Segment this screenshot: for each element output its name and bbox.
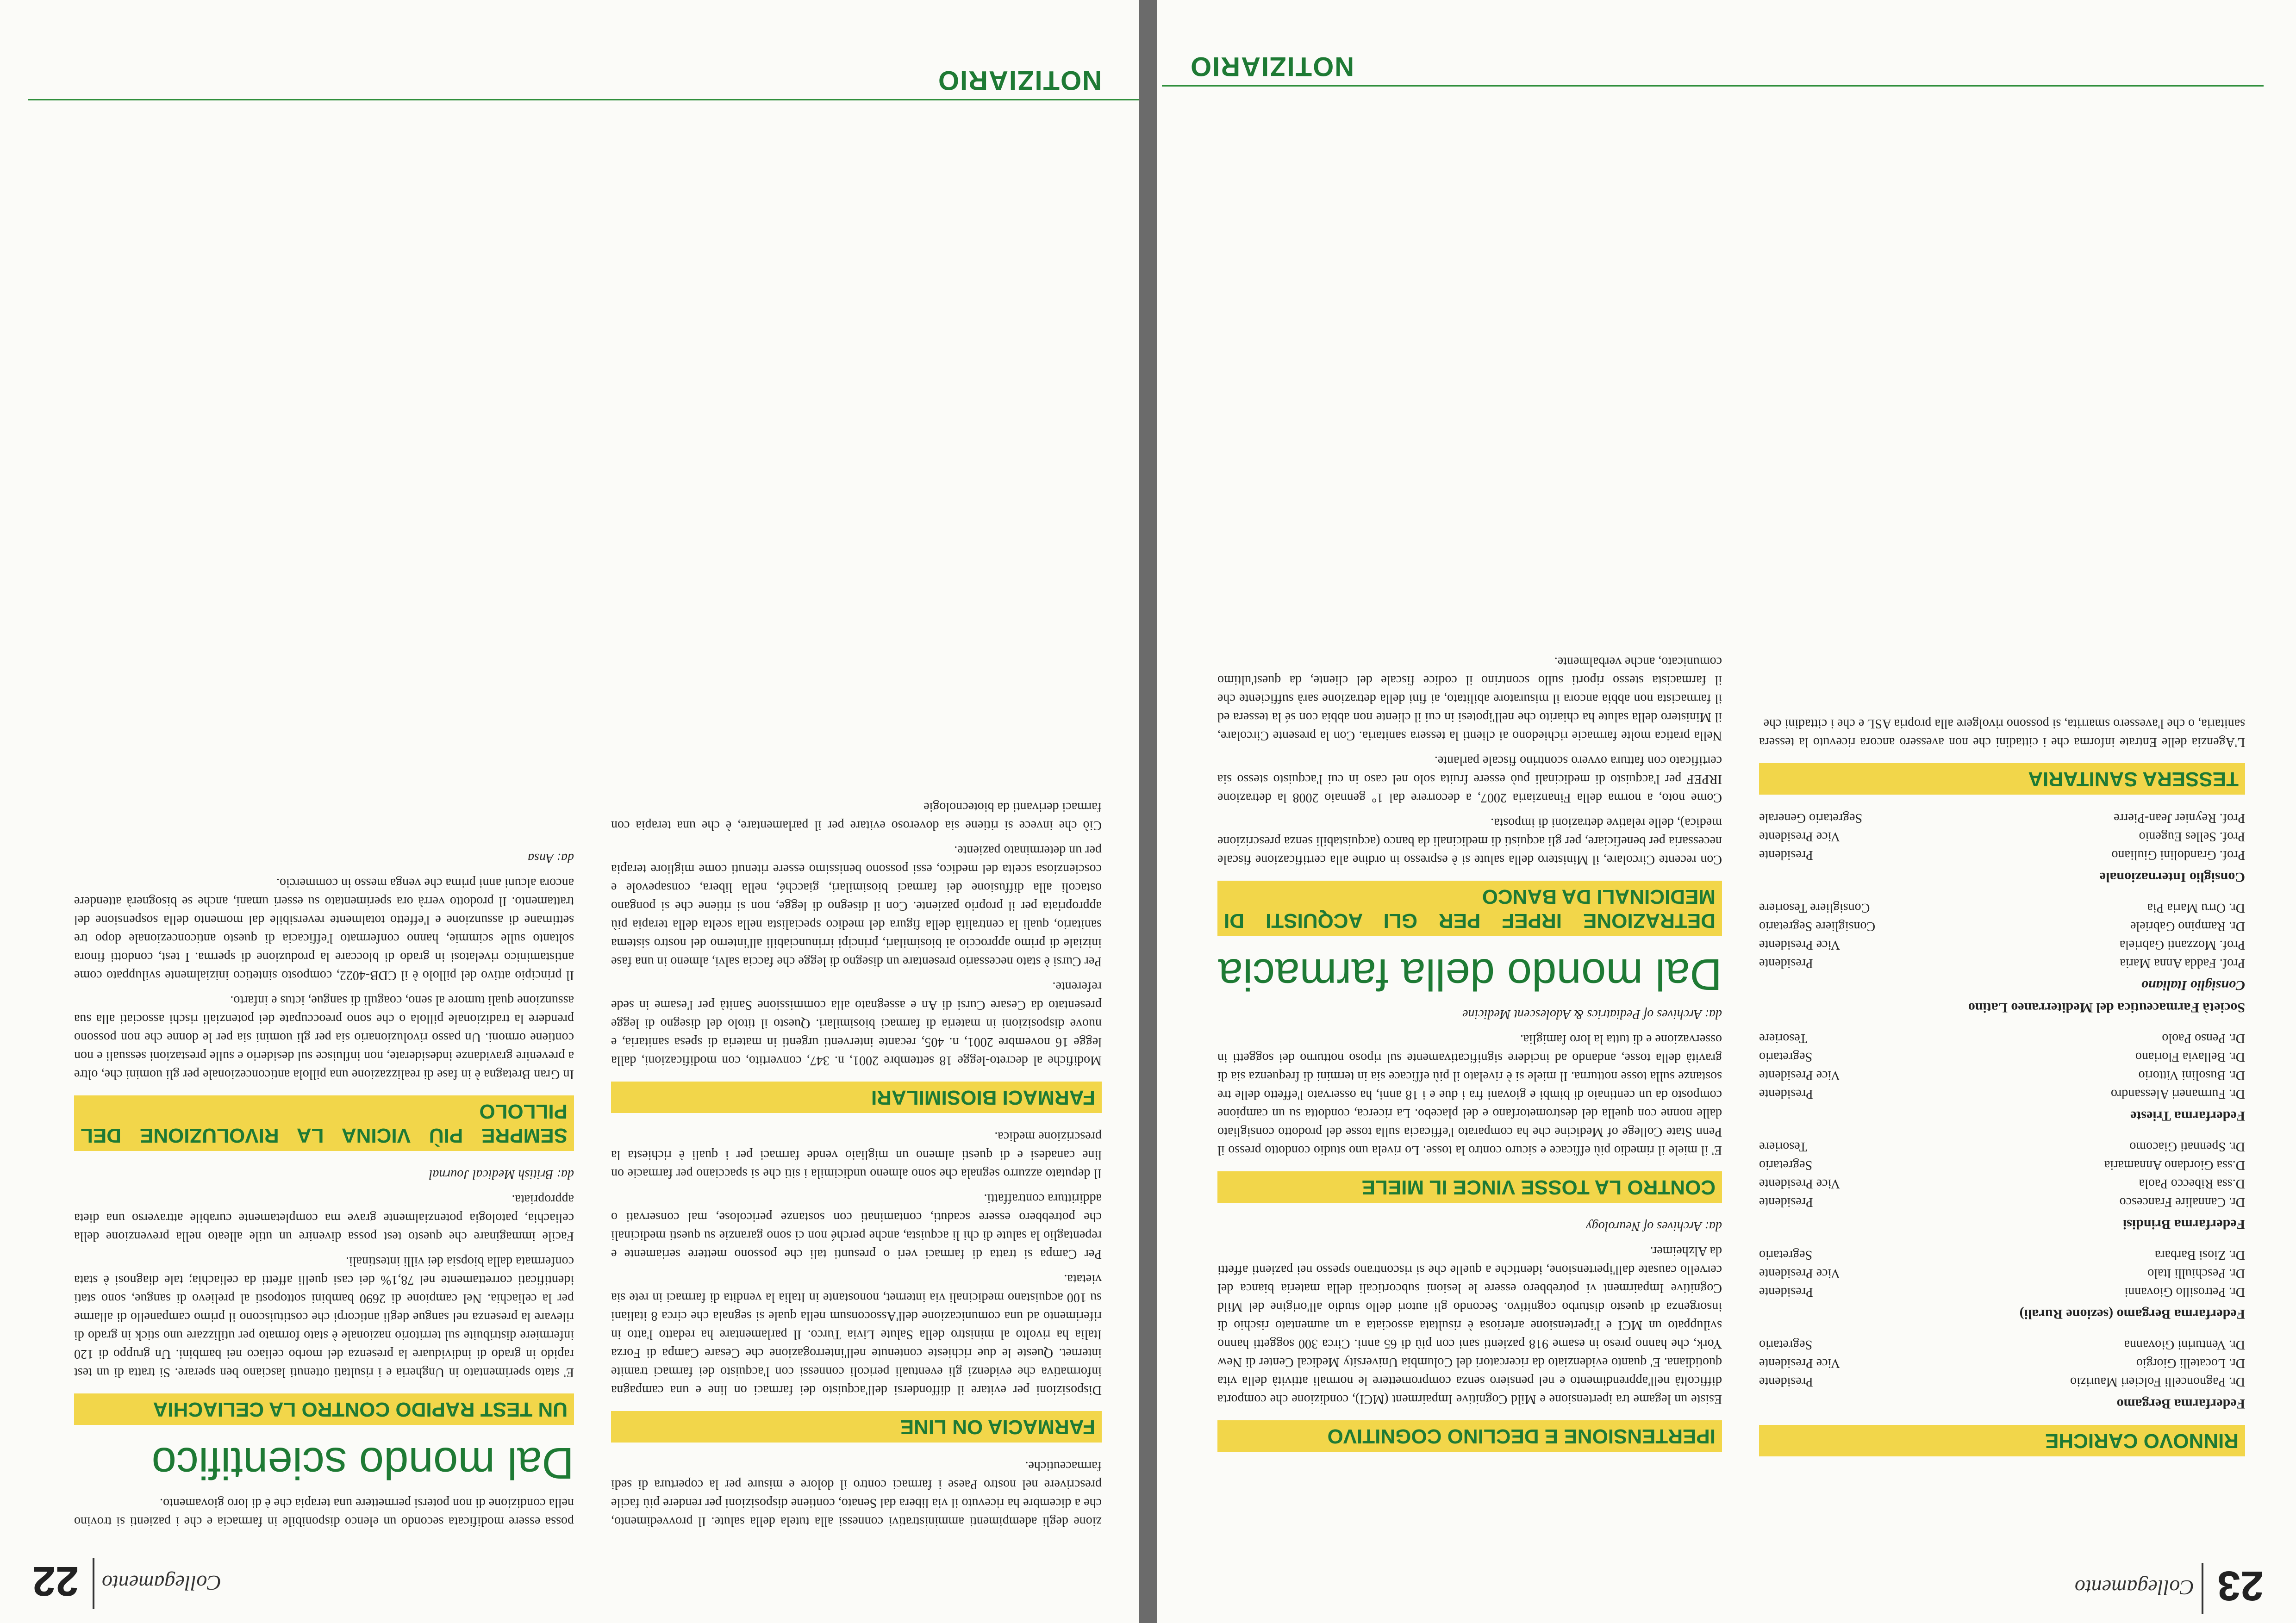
board-role: Vice Presidente [1759,829,1840,844]
page-22 [0,0,1139,1623]
board-name: Prof. Selles Eugenio [2139,829,2245,844]
board-name: Dr. Venturini Giovanna [2124,1337,2245,1352]
article-banner: DETRAZIONE IRPEF PER GLI ACQUISTI DI MEDICINALI DA BANCO [1217,881,1722,936]
board-group [1759,808,2245,886]
article-paragraph: In Gran Bretagna è in fase di realizzazione una pillola anticoncezionale per gli uomini che, oltre a prevenire gravidanze indesiderate, non influisce sul desiderio e sulle prestazioni sessuali e non contiene ormoni. Un passo rivoluzionario sia per gli uomini sia per le donne che non possono prendere la tradizionale pillola o che sono preoccupate dei potenziali rischi associati alla sua assunzione quali tumore al seno, coaguli di sangue, ictus e infarto. [74,993,574,1082]
board-role: Vice Presidente [1759,1068,1840,1082]
board-name: Prof. Fadda Anna Maria [2120,956,2245,970]
article-paragraph: Per Campa si tratta di farmaci veri o presunti tali che possono mettere seriamente e repentaglio la salute di chi li acquista, anche perché non ci sono garanzie su questi medicinali che potrebbero essere scaduti, contaminati con sostanze pericolose, mal conservati o addirittura contraffatti. [611,1191,1102,1261]
board-name: Dr. Bellavia Floriano [2135,1050,2245,1064]
board-name: Dr. Busolini Vittorio [2138,1068,2245,1082]
board-group [1759,898,2245,1017]
footer-rule [1162,85,2264,87]
article-paragraph: Il deputato azzurro segnala che sono almeno undicimila i siti che si spacciano per farmacie on line canadesi e di questi almeno un migliaio vende farmaci per i quali è richiesta la prescrizione medica. [611,1129,1102,1181]
board-row [1759,1335,2245,1354]
board-row [1759,917,2245,935]
board-row [1759,1282,2245,1301]
board-row [1759,1245,2245,1264]
board-role: Tesoriere [1759,1139,1807,1154]
page-23 [1157,0,2296,1623]
board-name: Dr. Rampino Gabriele [2130,919,2245,933]
article-paragraph: E' il miele il rimedio più efficace e sicuro contro la tosse. Lo rivela uno studio condotto presso il Penn State College of Medicine che ha comparato l'efficacia sulla tosse del prodotto consigliato dalle nonne con quella del destrometorfano e del placebo. La ricerca, condotta su un campione composto da un centinaio di bimbi e giovani fra i due e i 18 anni, ha osservato l'effetto delle tre sostanze sulla tosse notturna. Il miele si è rivelato il più efficace sia in termini di frequenza sia di gravità della tosse, andando ad incidere significativamente sul riposo notturno dei soggetti in osservazione e di tutta la loro famiglia. [1217,1032,1722,1157]
page-number: 22 [32,1558,79,1604]
running-head: NOTIZIARIO [937,65,1102,95]
board-title: Federfarma Bergamo (sezione Rurali) [2019,1306,2245,1322]
article-source: da: Archives of Pediatrics & Adolescent Medicine [1462,1007,1722,1021]
board-row [1759,808,2245,827]
board-name: Dr. Ziosi Barbara [2154,1248,2245,1262]
board-role: Consigliere Tesoriere [1759,901,1870,915]
board-role: Presidente [1759,956,1813,970]
board-name: Dr. Locatelli Giorgio [2136,1356,2245,1370]
board-role: Presidente [1759,1374,1813,1389]
article [1217,652,1722,998]
article-source: da: Archives of Neurology [1586,1219,1722,1233]
board-role: Vice Presidente [1759,1266,1840,1281]
board-role: Vice Presidente [1759,1356,1840,1370]
board-role: Presidente [1759,848,1813,862]
article [611,1127,1102,1443]
board-title: Federfarma Brindisi [2122,1217,2245,1232]
article-paragraph: Per Cursi è stato necessario presentare un disegno di legge che faccia salvi, almeno in una fase iniziale di primo approccio ai biosimilari, principi irrinunciabili all'interno del nostro sistema sanitario, quali la centralità della figura del medico specialista nella scelta della terapia più appropriata per il proprio paziente. Con il disegno di legge, non si ritiene che si pongano ostacoli alla diffusione dei farmaci biosimilari, giacché, nella libera, consapevole e coscienziosa scelta del medico, essi possono benissimo essere ritenuti come migliore terapia per un determinato paziente. [611,843,1102,969]
article-paragraph: Facile immaginare che questo test possa divenire un utile alleato nella prevenzione della celiachia, patologia potenzialmente grave ma completamente curabile attraverso una dieta appropriata. [74,1192,574,1244]
board-name: Prof. Grandolini Giuliano [2111,848,2245,862]
article-paragraph: Modifiche al decreto-legge 18 settembre 2001, n. 347, convertito, con modificazioni, dalla legge 16 novembre 2001, n. 405, recante interventi urgenti in materia di spesa sanitaria, e nuove disposizioni in materia di farmaci biosimilari. Questo il titolo del disegno di legge presentato da Cesare Cursi di An e assegnato alla commissione Sanità per l'esame in sede referente. [611,979,1102,1068]
article-paragraph: Nella pratica molte farmacie richiedono ai clienti la tessera sanitaria. Con la presente Circolare, il Ministero della salute ha chiarito che nell'ipotesi in cui il cliente non abbia con sé la tessera ed il farmacista non abbia ancora il misuratore abilitato, ai fini della detrazione sarà sufficiente che il farmacista stesso riporti sullo scontrino il codice fiscale del cliente, da quest'ultimo comunicato, anche verbalmente. [1217,654,1722,743]
article-banner: UN TEST RAPIDO CONTRO LA CELIACHIA [74,1393,574,1425]
board-name: Dr. Pagnoncelli Folcieri Maurizio [2070,1374,2245,1389]
board-role: Segretario [1759,1248,1813,1262]
board-group [1759,1335,2245,1413]
article-paragraph: E' stato sperimentato in Ungheria e i risultati ottenuti lasciano ben sperare. Si tratta di un test rapido in grado di individuare la presenza del morbo celiaco nei bambini. Un gruppo di 120 infermiere distribuite sul territorio nazionale è stato formato per utilizzare uno stick in grado di rilevare la presenza nel sangue degli anticorpi che costituiscono il primo campanello di allarme per la celiachia. Nel campione di 2690 bambini sottoposti al prelievo di sangue, sono stati identificati correttamente nel 78,1% dei casi quelli affetti da celiachia; tale diagnosi è stata confermata dalla biopsia dei villi intestinali. [74,1254,574,1380]
column-biosimilari [611,791,1102,1530]
board-row [1759,1193,2245,1211]
board-role: Segretario Generale [1759,811,1863,825]
board-row [1759,1066,2245,1084]
article-paragraph: Disposizioni per evitare il diffondersi dell'acquisto dei farmaci on line e una campagna informativa che evidenzi gli eventuali pericoli connessi con l'acquisto dei farmaci tramite internet. Queste le due richieste contenute nell'interrogazione che Cesare Campa di Forza Italia ha rivolto al ministro della Salute Livia Turco. Il parlamentare ha redatto l'atto in riferimento ad una comunicazione dell'Assoconsum nella quale si segnala che circa 8 italiani su 100 acquistano medicinali via internet, nonostante in Italia la vendita di farmaci in rete sia vietata. [611,1272,1102,1397]
board-role: Vice Presidente [1759,938,1840,952]
footer-rule [28,99,1139,100]
article [1217,1217,1722,1452]
article [611,797,1102,1113]
board-row [1759,954,2245,972]
tessera-section [1759,714,2245,795]
article-paragraph: L'Agenzia delle Entrate informa che i cittadini che non avessero ancora ricevuto la tessera sanitaria, o che l'avessero smarrita, si possono rivolgere alla propria ASL e che i cittadini che [1759,716,2245,749]
board-role: Vice Presidente [1759,1176,1840,1191]
article-paragraph: Esiste un legame tra ipertensione e Mild Cognitive Impairment (MCI), condizione che comporta difficoltà nell'apprendimento e nel pensiero senza compromettere le normali attività della vita quotidiana. E' quanto evidenziato da ricercatori del Columbia University Medical Center di New York, che hanno preso in esame 918 pazienti sani con più di 65 anni. Circa 300 soggetti hanno sviluppato un MCI e l'ipertensione arteriosa è risultata associata a un aumentato rischio di insorgenza di questo disturbo cognitivo. Secondo gli autori dello studio all'origine del Mild Cognitive Impairment vi potrebbero essere le lesioni subcorticali della materia bianca del cervello causate dall'ipertensione, identiche a quelle che si riscontrano spesso nei pazienti affetti da Alzheimer. [1217,1244,1722,1406]
board-name: Dr. Penso Paolo [2162,1031,2245,1045]
board-title: Società Farmaceutica del Mediterraneo Latino [1968,1000,2245,1015]
publication-name: Collegamento [102,1571,222,1595]
article-paragraph: Ciò che invece si ritiene sia doveroso evitare per il parlamentare, è che una terapia con farmaci derivanti da biotecnologie [611,800,1102,833]
board-row [1759,846,2245,864]
board-name: Dr. Furmaneri Alessandro [2110,1087,2245,1101]
board-title: Consiglio Internazionale [2099,870,2245,885]
article-banner: FARMACI BIOSIMILARI [611,1082,1102,1113]
board-row [1759,1047,2245,1066]
board-row [1759,827,2245,846]
board-role: Segretario [1759,1337,1813,1352]
article [74,848,574,1151]
board-name: Dr. Spennati Giacomo [2129,1139,2245,1154]
board-subtitle: Consiglio Italiano [2141,978,2245,993]
board-group [1759,1029,2245,1125]
board-row [1759,898,2245,917]
article-banner: SEMPRE PIÙ VICINA LA RIVOLUZIONE DEL PILLOLO [74,1095,574,1151]
section-title: Dal mondo scientifico [151,1438,574,1488]
board-title: Federfarma Bergamo [2116,1396,2245,1412]
board-role: Presidente [1759,1195,1813,1209]
article [74,1165,574,1425]
publication-name: Collegamento [2074,1576,2194,1599]
article-banner: FARMACIA ON LINE [611,1411,1102,1443]
rinnovo-cariche-section [1759,808,2245,1456]
article [1217,1005,1722,1203]
intro-paragraph: possa essere modificata secondo un elenco disponibile in farmacia e che i pazienti si trovino nella condizione di non potersi permettere una terapia che è di loro giovamento. [74,1496,574,1529]
board-row [1759,1372,2245,1391]
board-row [1759,1174,2245,1193]
article-paragraph: Come noto, a norma della Finanziaria 2007, a decorrere dal 1° gennaio 2008 la detrazione IRPEF per l'acquisto di medicinali può essere fruita solo nel caso in cui l'acquisto stesso sia certificato con fattura ovvero scontrino fiscale parlante. [1217,753,1722,805]
column-scientifico [74,842,574,1530]
intro-paragraph: zione degli adempimenti amministrativi connessi alla tutela della salute. Il provvedimento, che a dicembre ha ricevuto il via libera dal Senato, contiene disposizioni per rendere più facile prescrivere nel nostro Paese i farmaci contro il dolore e misure per la copertura di sedi farmaceutiche. [611,1459,1102,1529]
board-name: Dr. Petrosillo Giovanni [2124,1285,2245,1299]
running-head: NOTIZIARIO [1190,51,1354,81]
board-title: Federfarma Trieste [2130,1108,2245,1124]
column-board [1759,708,2245,1470]
column-articles [1217,646,1722,1466]
article-paragraph: Con recente Circolare, il Ministero della salute si è espresso in ordine alla certificazione fiscale necessaria per beneficiare, per gli acquisti di medicinali da banco (acquistabili senza prescrizione medica), delle relative detrazioni di imposta. [1217,815,1722,867]
board-role: Consigliere Segretario [1759,919,1876,933]
banner-tessera-sanitaria: TESSERA SANITARIA [1759,763,2245,795]
board-name: D.ssa Giordano Annamaria [2104,1158,2245,1172]
publication-divider [93,1558,94,1609]
banner-rinnovo-cariche: RINNOVO CARICHE [1759,1425,2245,1456]
board-row [1759,1029,2245,1047]
board-name: Prof. Reynier Jean-Pierre [2114,811,2245,825]
board-name: Dr. Peschiulli Italo [2147,1266,2245,1281]
board-row [1759,935,2245,954]
board-row [1759,1264,2245,1282]
publication-divider [2202,1563,2203,1614]
board-role: Segretario [1759,1158,1813,1172]
board-role: Presidente [1759,1087,1813,1101]
board-group [1759,1245,2245,1323]
board-name: Prof. Mozzanti Gabriela [2119,938,2245,952]
board-row [1759,1354,2245,1372]
board-name: D.ssa Ribecco Paola [2139,1176,2245,1191]
article-paragraph: Il principio attivo del pillolo è il CDB-4022, composto sintetico inizialmente sviluppato come antistaminico rivelatosi in grado di bloccare la produzione di sperma. I test, condotti finora soltanto sulle scimmie, hanno confermato l'efficacia di questo anticoncezionale dopo tre settimane di assunzione e l'effetto totalmente reversibile dal momento della sospensione del trattamento. Il prodotto verrà ora sperimentato su esseri umani, anche se bisognerà attendere ancora alcuni anni prima che venga messo in commercio. [74,876,574,983]
board-role: Presidente [1759,1285,1813,1299]
board-role: Segretario [1759,1050,1813,1064]
section-title: Dal mondo della farmacia [1218,950,1722,999]
article-banner: CONTRO LA TOSSE VINCE IL MIELE [1217,1171,1722,1203]
board-name: Dr. Cannalire Francesco [2119,1195,2245,1209]
board-row [1759,1156,2245,1174]
article-source: da: British Medical Journal [429,1167,574,1181]
board-role: Tesoriere [1759,1031,1807,1045]
article-source: da: Ansa [528,851,574,865]
board-row [1759,1084,2245,1103]
page-number: 23 [2217,1562,2264,1609]
article-banner: IPERTENSIONE E DECLINO COGNITIVO [1217,1420,1722,1452]
board-name: Dr. Orru Maria Pia [2147,901,2245,915]
board-row [1759,1137,2245,1156]
board-group [1759,1137,2245,1233]
